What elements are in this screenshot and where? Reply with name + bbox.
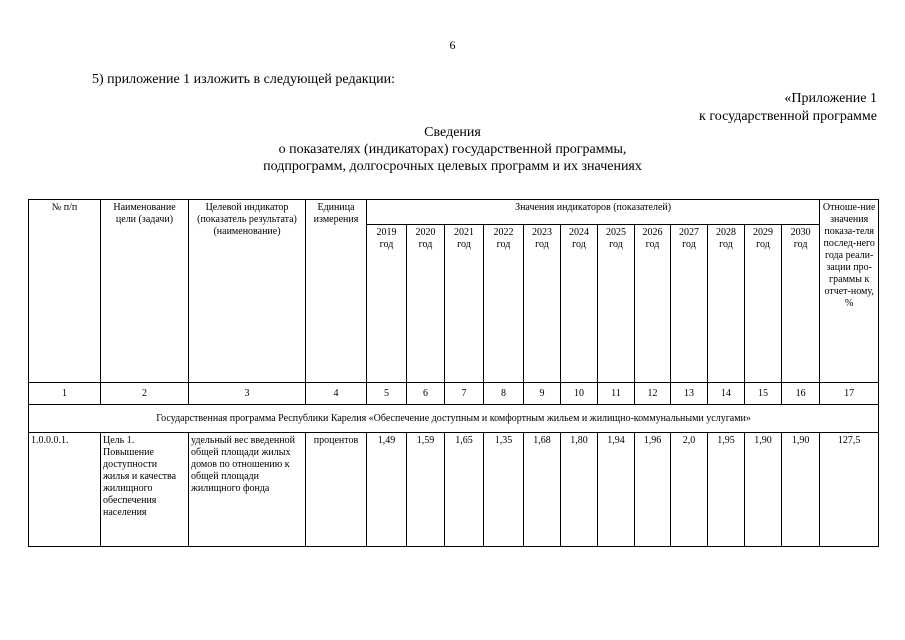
row-indicator: удельный вес введенной общей площади жилых домов по отношению к общей площади жилищного фонда — [189, 433, 306, 547]
year-cell: 2021 год — [445, 225, 484, 383]
row-value: 1,49 — [367, 433, 407, 547]
row-value: 1,94 — [598, 433, 635, 547]
document-title — [0, 124, 905, 175]
column-number: 7 — [445, 383, 484, 405]
column-number: 2 — [101, 383, 189, 405]
row-value: 1,68 — [524, 433, 561, 547]
year-cell: 2030 год — [782, 225, 820, 383]
section-row — [29, 405, 879, 433]
title-line-2: о показателях (индикаторах) государственной программы, — [278, 142, 627, 157]
column-numbers-row — [29, 383, 879, 405]
row-unit: процентов — [306, 433, 367, 547]
header-indicator: Целевой индикатор (показатель результата) (наименование) — [189, 200, 306, 383]
column-number: 6 — [407, 383, 445, 405]
year-cell: 2022 год — [484, 225, 524, 383]
row-value: 1,80 — [561, 433, 598, 547]
year-cell: 2020 год — [407, 225, 445, 383]
appendix-line-2: к государственной программе — [699, 109, 877, 124]
row-value: 1,95 — [708, 433, 745, 547]
section-title: Государственная программа Республики Карелия «Обеспечение доступным и комфортным жильем и жилищно-коммунальными услугами» — [29, 405, 879, 433]
row-value: 1,90 — [782, 433, 820, 547]
page-number: 6 — [449, 38, 456, 52]
row-num: 1.0.0.0.1. — [29, 433, 101, 547]
row-value: 1,59 — [407, 433, 445, 547]
year-cell: 2024 год — [561, 225, 598, 383]
year-cell: 2028 год — [708, 225, 745, 383]
column-number: 13 — [671, 383, 708, 405]
column-number: 3 — [189, 383, 306, 405]
column-number: 15 — [745, 383, 782, 405]
year-cell: 2029 год — [745, 225, 782, 383]
column-number: 10 — [561, 383, 598, 405]
indicators-table — [28, 199, 879, 547]
column-number: 14 — [708, 383, 745, 405]
title-line-1: Сведения — [424, 125, 481, 140]
row-goal: Цель 1. Повышение доступности жилья и качества жилищного обеспечения населения — [101, 433, 189, 547]
row-value: 1,90 — [745, 433, 782, 547]
title-line-3: подпрограмм, долгосрочных целевых программ и их значениях — [263, 159, 642, 174]
year-cell: 2027 год — [671, 225, 708, 383]
year-cell: 2026 год — [635, 225, 671, 383]
column-number: 1 — [29, 383, 101, 405]
column-number: 8 — [484, 383, 524, 405]
header-ratio: Отноше-ние значения показа-теля послед-него года реали-зации про-граммы к отчет-ному, % — [820, 200, 879, 383]
year-cell: 2019 год — [367, 225, 407, 383]
table-row — [29, 433, 879, 547]
column-number: 5 — [367, 383, 407, 405]
header-num: № п/п — [29, 200, 101, 383]
row-value: 1,65 — [445, 433, 484, 547]
column-number: 4 — [306, 383, 367, 405]
year-cell: 2025 год — [598, 225, 635, 383]
year-cell: 2023 год — [524, 225, 561, 383]
row-value: 1,96 — [635, 433, 671, 547]
column-number: 9 — [524, 383, 561, 405]
row-ratio: 127,5 — [820, 433, 879, 547]
header-goal: Наименование цели (задачи) — [101, 200, 189, 383]
row-value: 1,35 — [484, 433, 524, 547]
appendix-line-1: «Приложение 1 — [784, 91, 877, 106]
column-number: 12 — [635, 383, 671, 405]
column-number: 17 — [820, 383, 879, 405]
header-unit: Единица измерения — [306, 200, 367, 383]
column-number: 11 — [598, 383, 635, 405]
intro-text: 5) приложение 1 изложить в следующей редакции: — [92, 72, 395, 87]
column-number: 16 — [782, 383, 820, 405]
header-values-group: Значения индикаторов (показателей) — [367, 200, 820, 225]
row-value: 2,0 — [671, 433, 708, 547]
